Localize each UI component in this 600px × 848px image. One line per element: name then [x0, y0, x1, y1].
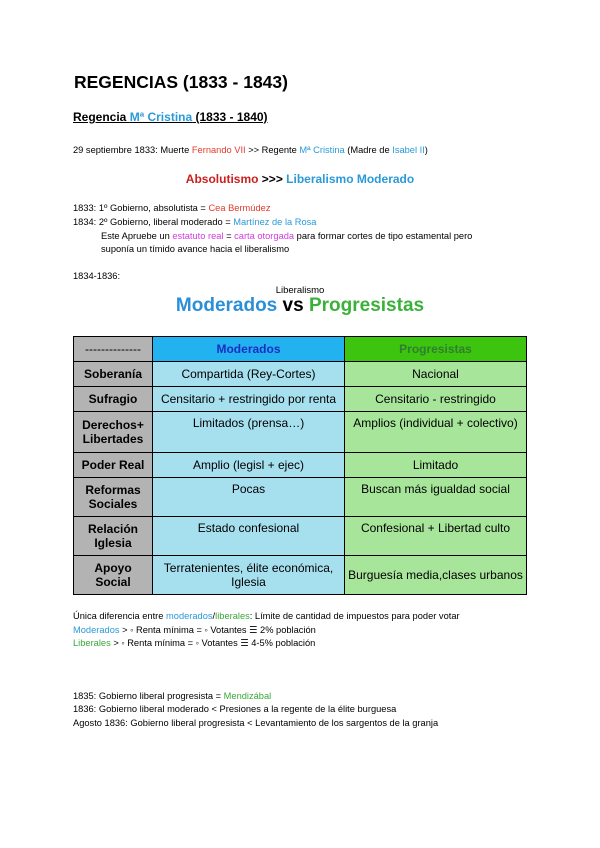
term-carta: carta otorgada — [234, 231, 295, 241]
text: >> Regente — [245, 145, 300, 155]
subtitle-prefix: Regencia — [73, 110, 130, 124]
liberales-label: Liberales — [73, 638, 111, 648]
table-header-row — [74, 337, 527, 362]
name-fernando: Fernando VII — [191, 145, 246, 155]
name-cristina: Mª Cristina — [299, 145, 345, 155]
table-row — [74, 453, 527, 478]
text: : Límite de cantidad de impuestos para poder votar — [249, 611, 460, 621]
name-mendizabal: Mendizábal — [223, 691, 272, 701]
text: (Madre de — [344, 145, 393, 155]
header-blank: -------------- — [74, 337, 153, 362]
text: Este Apruebe un — [101, 231, 173, 241]
subtitle-years: (1833 - 1840) — [192, 110, 268, 124]
row-label: Poder Real — [74, 453, 153, 478]
cell-moderados: Pocas — [153, 478, 345, 517]
estatuto-line-2: suponía un tímido avance hacia el liberalismo — [101, 244, 290, 254]
row-label: Relación Iglesia — [74, 517, 153, 556]
name-isabel: Isabel II — [392, 145, 425, 155]
text: > ◦ Renta mínima = ◦ Votantes ☰ 2% población — [119, 625, 316, 635]
cell-moderados: Limitados (prensa…) — [153, 412, 345, 453]
text: = — [223, 231, 235, 241]
text: 1834: 2º Gobierno, liberal moderado = — [73, 217, 234, 227]
versus-heading — [0, 295, 600, 317]
moderados-line — [73, 625, 316, 636]
heading-absolutismo: Absolutismo — [185, 172, 259, 186]
liberales-line — [73, 638, 315, 649]
cell-moderados: Amplio (legisl + ejec) — [153, 453, 345, 478]
cell-moderados: Terratenientes, élite económica, Iglesia — [153, 556, 345, 595]
table-row — [74, 412, 527, 453]
death-line — [73, 145, 428, 155]
table-row — [74, 478, 527, 517]
difference-line — [73, 611, 460, 621]
term-estatuto: estatuto real — [172, 231, 224, 241]
text: 29 septiembre 1833: Muerte — [73, 145, 192, 155]
header-progresistas: Progresistas — [345, 337, 527, 362]
gov-1836: 1836: Gobierno liberal moderado < Presiones a la regente de la élite burguesa — [73, 704, 397, 714]
table-row — [74, 517, 527, 556]
gov-1833 — [73, 203, 270, 213]
gov-1834 — [73, 217, 316, 227]
table-row — [74, 556, 527, 595]
text: > ◦ Renta mínima = ◦ Votantes ☰ 4-5% población — [110, 638, 316, 648]
subtitle-name: Mª Cristina — [129, 110, 193, 124]
name-martinez: Martínez de la Rosa — [233, 217, 317, 227]
versus-vs: vs — [277, 295, 309, 316]
moderados-label: Moderados — [73, 625, 120, 635]
cell-moderados: Compartida (Rey-Cortes) — [153, 362, 345, 387]
diff-liberales: liberales — [215, 611, 250, 621]
section-heading — [0, 172, 600, 186]
header-moderados: Moderados — [153, 337, 345, 362]
row-label: Reformas Sociales — [74, 478, 153, 517]
gov-1836-agosto: Agosto 1836: Gobierno liberal progresista < Levantamiento de los sargentos de la granja — [73, 718, 439, 728]
cell-progresistas: Censitario - restringido — [345, 387, 527, 412]
estatuto-line — [101, 231, 472, 241]
row-label: Derechos+ Libertades — [74, 412, 153, 453]
versus-progresistas: Progresistas — [308, 295, 425, 316]
text: / — [212, 611, 216, 621]
text: Única diferencia entre — [73, 611, 167, 621]
subtitle — [73, 110, 268, 124]
cell-progresistas: Burguesía media,clases urbanos — [345, 556, 527, 595]
text: para formar cortes de tipo estamental pero — [294, 231, 473, 241]
heading-liberalismo: Liberalismo Moderado — [286, 172, 415, 186]
period-label: 1834-1836: — [73, 271, 121, 281]
text: 1833: 1º Gobierno, absolutista = — [73, 203, 209, 213]
cell-progresistas: Nacional — [345, 362, 527, 387]
text: 1835: Gobierno liberal progresista = — [73, 691, 224, 701]
row-label: Apoyo Social — [74, 556, 153, 595]
text: ) — [424, 145, 428, 155]
row-label: Soberanía — [74, 362, 153, 387]
page-title: REGENCIAS (1833 - 1843) — [74, 72, 288, 92]
gov-1835 — [73, 691, 271, 701]
name-cea: Cea Bermúdez — [208, 203, 271, 213]
table-row — [74, 362, 527, 387]
versus-moderados: Moderados — [175, 295, 278, 316]
cell-progresistas: Buscan más igualdad social — [345, 478, 527, 517]
comparison-table — [73, 336, 527, 595]
liberalismo-label: Liberalismo — [275, 285, 325, 296]
diff-moderados: moderados — [166, 611, 213, 621]
cell-progresistas: Confesional + Libertad culto — [345, 517, 527, 556]
heading-arrow: >>> — [258, 172, 287, 186]
cell-progresistas: Limitado — [345, 453, 527, 478]
cell-moderados: Censitario + restringido por renta — [153, 387, 345, 412]
row-label: Sufragio — [74, 387, 153, 412]
table-row — [74, 387, 527, 412]
cell-moderados: Estado confesional — [153, 517, 345, 556]
cell-progresistas: Amplios (individual + colectivo) — [345, 412, 527, 453]
